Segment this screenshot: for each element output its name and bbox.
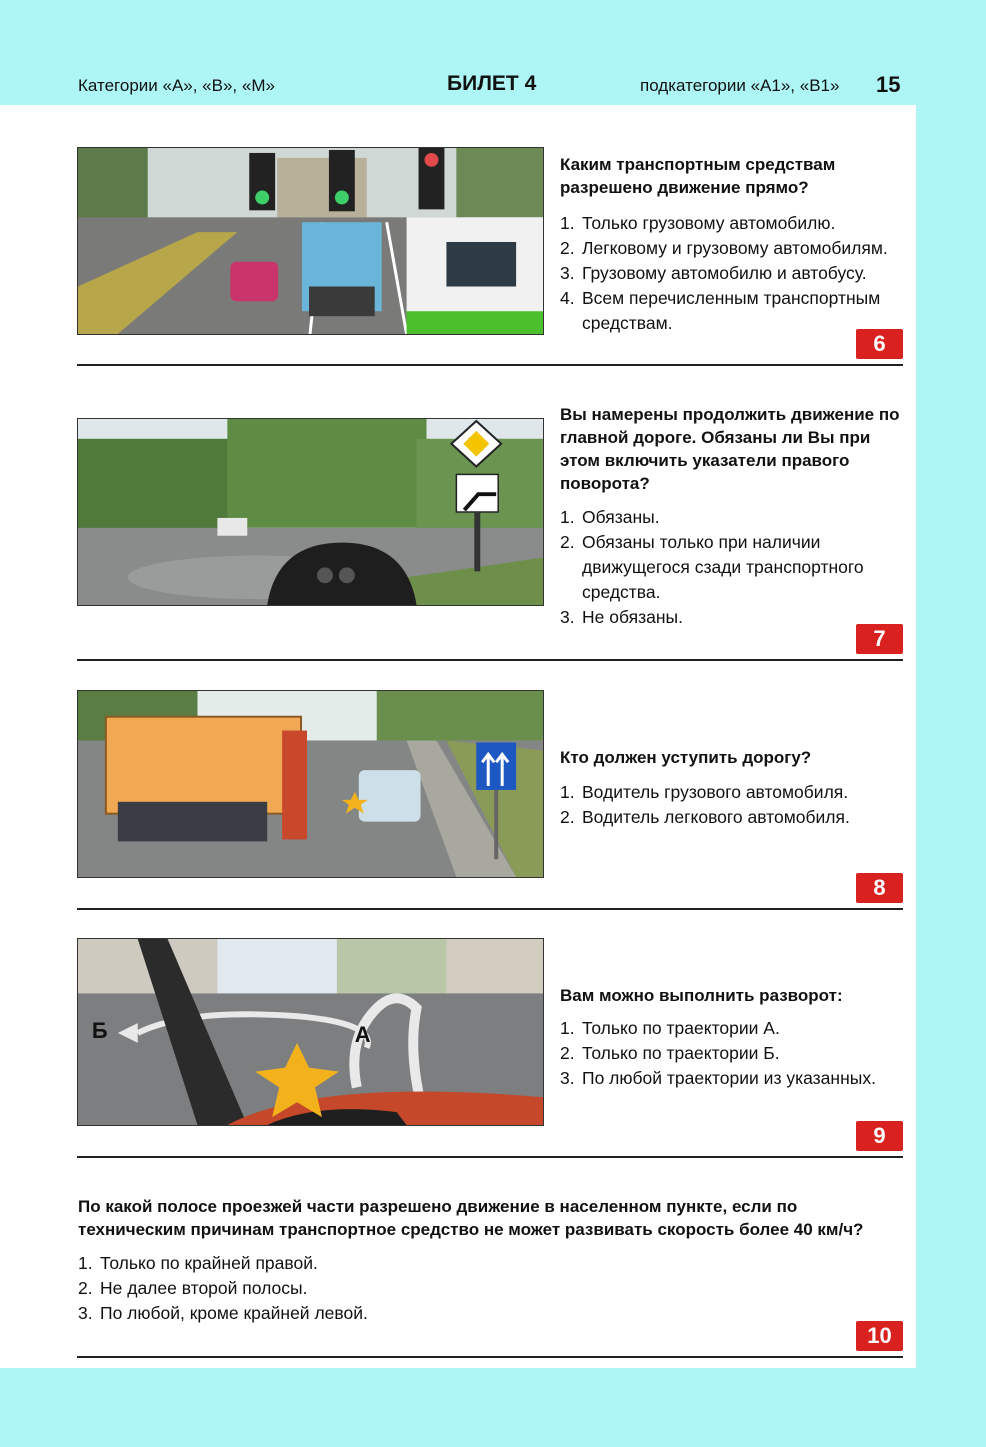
answer-number: 2.: [560, 532, 575, 552]
answer-number: 3.: [560, 263, 575, 283]
trajectory-a-label: А: [354, 1021, 371, 1047]
question-6-image: [77, 147, 544, 335]
answer-text: Водитель грузового автомобиля.: [582, 782, 849, 802]
section-divider: [77, 908, 903, 910]
answer-text: Легковому и грузовому автомобилям.: [582, 238, 888, 258]
section-divider: [77, 659, 903, 661]
answer-number: 1.: [560, 1018, 575, 1038]
question-8-text: Кто должен уступить дорогу?: [560, 748, 812, 767]
question-9-answers: [560, 1016, 910, 1091]
answer-option[interactable]: [560, 261, 910, 286]
trajectory-b-label: Б: [91, 1018, 108, 1043]
question-10-answers: [78, 1251, 678, 1326]
answer-text: Только грузовому автомобилю.: [582, 213, 836, 233]
answer-text: Не далее второй полосы.: [100, 1278, 308, 1298]
question-9-text: Вам можно выполнить разворот:: [560, 986, 843, 1005]
answer-text: Только по траектории А.: [582, 1018, 780, 1038]
question-7-number-badge: 7: [856, 624, 903, 654]
question-10-text: По какой полосе проезжей части разрешено движение в населенном пункте, если по техническим причинам транспортное средство не может развивать скорость более 40 км/ч?: [78, 1197, 864, 1239]
header-categories: Категории «А», «В», «М»: [78, 76, 275, 95]
answer-option[interactable]: [78, 1251, 678, 1276]
question-9-number-badge: 9: [856, 1121, 903, 1151]
answer-option[interactable]: [560, 780, 910, 805]
answer-option[interactable]: [560, 211, 910, 236]
question-7-text: Вы намерены продолжить движение по главной дороге. Обязаны ли Вы при этом включить указатели правого поворота?: [560, 405, 900, 493]
answer-option[interactable]: [78, 1276, 678, 1301]
answer-text: Водитель легкового автомобиля.: [582, 807, 850, 827]
answer-option[interactable]: [560, 530, 910, 605]
question-6-number-badge: 6: [856, 329, 903, 359]
answer-option[interactable]: [78, 1301, 678, 1326]
section-divider: [77, 1356, 903, 1358]
answer-number: 1.: [560, 782, 575, 802]
ticket-title: БИЛЕТ 4: [447, 72, 537, 95]
question-8-answers: [560, 780, 910, 830]
answer-number: 2.: [78, 1278, 93, 1298]
answer-number: 4.: [560, 288, 575, 308]
question-6-text: Каким транспортным средствам разрешено движение прямо?: [560, 155, 836, 197]
answer-number: 2.: [560, 238, 575, 258]
answer-option[interactable]: [560, 505, 910, 530]
answer-text: Обязаны только при наличии движущегося сзади транспортного средства.: [582, 532, 864, 602]
question-6-answers: [560, 211, 910, 336]
answer-number: 1.: [560, 507, 575, 527]
answer-number: 1.: [560, 213, 575, 233]
answer-text: Всем перечисленным транспортным средствам.: [582, 288, 881, 333]
answer-number: 3.: [560, 1068, 575, 1088]
answer-text: По любой, кроме крайней левой.: [100, 1303, 368, 1323]
answer-number: 3.: [78, 1303, 93, 1323]
answer-text: Только по крайней правой.: [100, 1253, 318, 1273]
question-8-image: [77, 690, 544, 878]
answer-text: Обязаны.: [582, 507, 660, 527]
answer-text: Грузовому автомобилю и автобусу.: [582, 263, 867, 283]
page-number: 15: [876, 72, 901, 97]
question-8-number-badge: 8: [856, 873, 903, 903]
answer-option[interactable]: [560, 1066, 910, 1091]
answer-text: Не обязаны.: [582, 607, 683, 627]
answer-option[interactable]: [560, 1041, 910, 1066]
answer-option[interactable]: [560, 1016, 910, 1041]
answer-option[interactable]: [560, 805, 910, 830]
page-header: [0, 0, 986, 105]
answer-number: 2.: [560, 1043, 575, 1063]
section-divider: [77, 1156, 903, 1158]
question-10-number-badge: 10: [856, 1321, 903, 1351]
answer-option[interactable]: [560, 236, 910, 261]
answer-number: 2.: [560, 807, 575, 827]
answer-text: По любой траектории из указанных.: [582, 1068, 876, 1088]
question-7-image: [77, 418, 544, 606]
question-7-answers: [560, 505, 910, 630]
section-divider: [77, 364, 903, 366]
answer-text: Только по траектории Б.: [582, 1043, 780, 1063]
answer-number: 3.: [560, 607, 575, 627]
header-subcategories: подкатегории «А1», «В1»: [640, 76, 840, 95]
answer-number: 1.: [78, 1253, 93, 1273]
question-9-image: [77, 938, 544, 1126]
